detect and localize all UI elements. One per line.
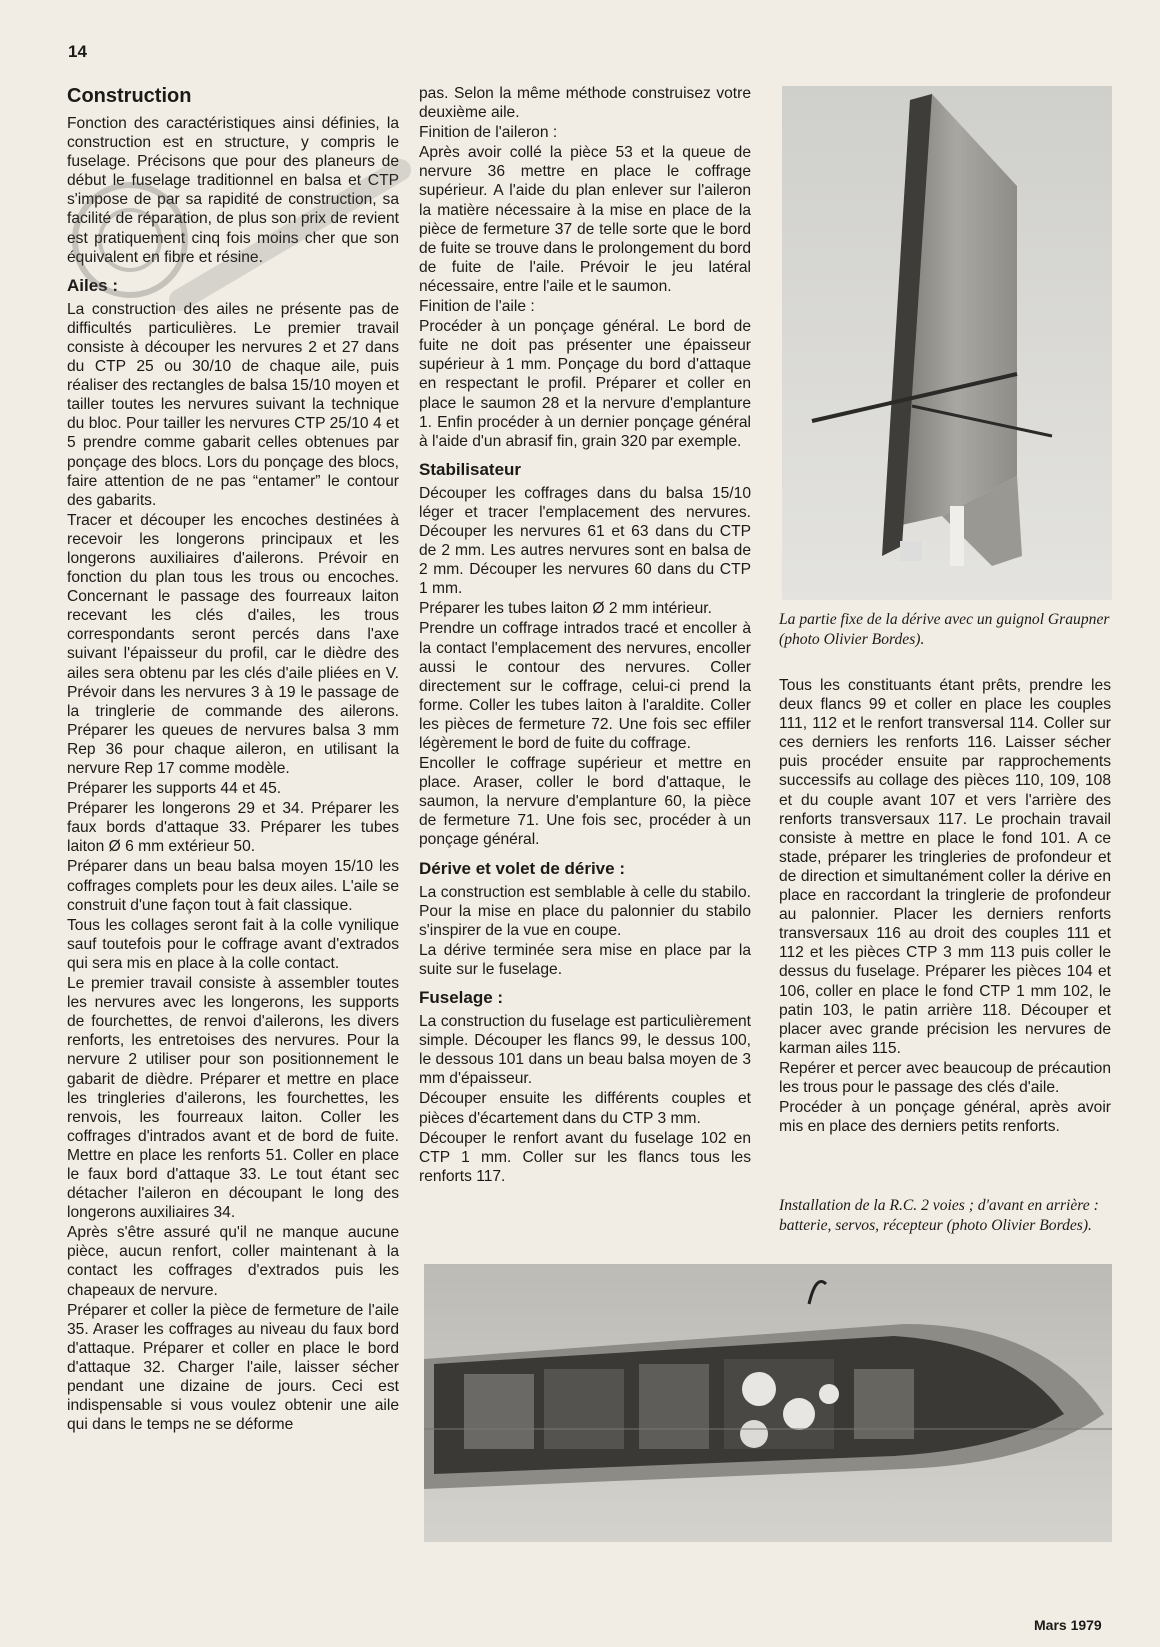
photo-caption-fin: La partie fixe de la dérive avec un guignol Graupner (photo Olivier Bordes).: [779, 611, 1110, 648]
paragraph: Découper le renfort avant du fuselage 102 en CTP 1 mm. Coller sur les flancs tous les renforts 117.: [419, 1129, 751, 1185]
subheading-finition-aileron: Finition de l'aileron :: [419, 124, 558, 142]
paragraph: Tracer et découper les encoches destinées à recevoir les longerons principaux et les longerons auxiliaires d'ailerons. Prévoir en fonction du plan tous les trous ou encoches. Concernant le passage des fourreaux laiton recevant les clés d'ailes, les trous correspondants seront percés dans l'axe suivant l'épaisseur du profil, car le dièdre des ailes sera obtenu par les clés d'aile pliées en V. Prévoir dans les nervures 3 à 19 le passage de la tringlerie de commande des ailerons. Préparer les queues de nervures balsa 3 mm Rep 36 pour chaque aileron, en utilisant la nervure Rep 17 comme modèle.: [67, 511, 399, 777]
paragraph: pas. Selon la même méthode construisez votre deuxième aile.: [419, 85, 751, 122]
paragraph: La construction des ailes ne présente pas de difficultés particulières. Le premier travail consiste à découper les nervures 2 et 27 dans du CTP 25 ou 30/10 de chaque aile, puis réaliser des rectangles de balsa 15/10 moyen et tailler toutes les nervures suivant la technique du bloc. Pour tailler les nervures CTP 25/10 4 et 5 prendre comme gabarit celles obtenues par ponçage des blocs. Lors du ponçage des blocs, faire attention de ne pas “entamer” le contour des gabarits.: [67, 300, 399, 509]
paragraph: La construction est semblable à celle du stabilo. Pour la mise en place du palonnier du stabilo s'inspirer de la vue en coupe.: [419, 883, 751, 939]
paragraph: Préparer dans un beau balsa moyen 15/10 les coffrages complets pour les deux ailes. L'aile se construit d'une façon tout à fait classique.: [67, 858, 399, 914]
paragraph: La construction du fuselage est particulièrement simple. Découper les flancs 99, le dessus 100, le dessous 101 dans un beau balsa moyen de 3 mm d'épaisseur.: [419, 1013, 751, 1088]
subheading-finition-aile: Finition de l'aile :: [419, 298, 535, 316]
section-heading-stabilisateur: Stabilisateur: [419, 459, 522, 479]
issue-date: Mars 1979: [1034, 1617, 1102, 1633]
photo-fin: [782, 86, 1112, 600]
paragraph: Après s'être assuré qu'il ne manque aucune pièce, aucun renfort, coller maintenant à la contact les coffrages d'extrados puis les chapeaux de nervure.: [67, 1224, 399, 1299]
paragraph: Tous les constituants étant prêts, prendre les deux flancs 99 et coller en place les couples 111, 112 et le renfort transversal 114. Coller sur ces derniers les renforts 116. Laisser sécher puis procéder ensuite par rapprochements successifs au collage des pièces 110, 109, 108 et du couple avant 107 et vers l'arrière des renforts transversaux 117. Le prochain travail consiste à mettre en place le fond 101. A ce stade, préparer les tringleries de profondeur et de direction et simultanément coller la dérive en place en raccordant la tringlerie de profondeur au palonnier. Placer les derniers renforts transversaux 116 au droit des couples 111 et 112 et les pièces CTP 3 mm 113 puis coller le dessus du fuselage. Préparer les pièces 104 et 106, coller en place le fond CTP 1 mm 102, le patin 103, le patin arrière 118. Découper et placer avec grande précision les nervures de karman ailes 115.: [779, 677, 1111, 1057]
section-heading-construction: Construction: [67, 85, 192, 107]
paragraph: Préparer les tubes laiton Ø 2 mm intérieur.: [419, 600, 712, 618]
paragraph: Prendre un coffrage intrados tracé et encoller à la contact l'emplacement des nervures, encoller aussi le contour des nervures. Coller directement sur le coffrage, celui-ci prend la forme. Coller les tubes laiton à l'araldite. Coller les pièces de fermeture 72. Une fois sec effiler légèrement le bord de fuite du coffrage.: [419, 620, 751, 752]
paragraph: Découper les coffrages dans du balsa 15/10 léger et tracer l'emplacement des nervures. Découper les nervures 61 et 63 dans du CTP de 2 mm. Les autres nervures sont en balsa de 2 mm. Découper les nervures 60 dans du CTP 1 mm.: [419, 484, 751, 598]
paragraph: Encoller le coffrage supérieur et mettre en place. Araser, coller le bord d'attaque, le saumon, la nervure d'emplanture 60, la pièce de fermeture 71. Une fois sec, procéder à un ponçage général.: [419, 755, 751, 849]
paragraph: Préparer les longerons 29 et 34. Préparer les faux bords d'attaque 33. Préparer les tubes laiton Ø 6 mm extérieur 50.: [67, 800, 399, 856]
page-number: 14: [68, 42, 87, 61]
paragraph: Procéder à un ponçage général, après avoir mis en place des derniers petits renforts.: [779, 1099, 1111, 1136]
paragraph: Après avoir collé la pièce 53 et la queue de nervure 36 mettre en place le coffrage supérieur. A l'aide du plan enlever sur l'aileron la matière nécessaire à la mise en place de la pièce de fermeture 37 de telle sorte que le bord de fuite se trouve dans le prolongement du bord de fuite de l'aile. Prévoir le jeu latéral nécessaire, entre l'aile et le saumon.: [419, 144, 751, 295]
section-heading-fuselage: Fuselage :: [419, 988, 504, 1008]
paragraph: Préparer et coller la pièce de fermeture de l'aile 35. Araser les coffrages au niveau du faux bord d'attaque. Préparer et coller en place le bord d'attaque 32. Charger l'aile, laisser sécher pendant une dizaine de jours. Ceci est indispensable si vous voulez obtenir une aile qui dans le temps ne se déforme: [67, 1301, 399, 1434]
paragraph: Découper ensuite les différents couples et pièces d'écartement dans du CTP 3 mm.: [419, 1090, 751, 1127]
text-column-1: [67, 84, 399, 1435]
text-column-3: [779, 676, 1111, 1137]
section-heading-derive: Dérive et volet de dérive :: [419, 858, 625, 878]
paragraph: Procéder à un ponçage général. Le bord de fuite ne doit pas présenter une épaisseur supérieur à 1 mm. Ponçage du bord d'attaque en respectant le profil. Préparer et coller en place le saumon 28 et la nervure d'emplanture 1. Enfin procéder à un dernier ponçage général à l'aide d'un abrasif fin, grain 320 par exemple.: [419, 318, 751, 450]
paragraph: La dérive terminée sera mise en place par la suite sur le fuselage.: [419, 941, 751, 978]
photo-caption-fuselage: Installation de la R.C. 2 voies ; d'avant en arrière : batterie, servos, récepteur (photo Olivier Bordes).: [779, 1197, 1099, 1234]
paragraph: Tous les collages seront fait à la colle vynilique sauf toutefois pour le coffrage avant d'extrados qui sera mis en place à la colle contact.: [67, 916, 399, 972]
section-heading-ailes: Ailes :: [67, 275, 119, 295]
text-column-2: [419, 84, 751, 1187]
paragraph: Le premier travail consiste à assembler toutes les nervures avec les longerons, les supports de fourchettes, de renvoi d'ailerons, les divers renforts, les entretoises des nervures. Pour la nervure 2 utiliser pour son positionnement le gabarit de dièdre. Préparer et mettre en place les tringleries d'ailerons, les fourchettes, les renvois, les fourreaux laiton. Coller les coffrages d'intrados avant et de bord de fuite. Mettre en place les renforts 51. Coller en place le faux bord d'attaque 33. Le tout étant sec détacher l'aileron en découpant le long des longerons auxiliaires 34.: [67, 975, 399, 1222]
paragraph: Repérer et percer avec beaucoup de précaution les trous pour le passage des clés d'aile.: [779, 1059, 1111, 1096]
paragraph: Fonction des caractéristiques ainsi définies, la construction est en structure, y compris le fuselage. Précisons que pour des planeurs de début le fuselage traditionnel en balsa et CTP s'impose de par sa rapidité de construction, sa facilité de réparation, de plus son prix de revient est pratiquement cinq fois moins cher que son équivalent en fibre et résine.: [67, 115, 399, 266]
photo-fuselage: [424, 1264, 1112, 1542]
paragraph: Préparer les supports 44 et 45.: [67, 780, 282, 798]
